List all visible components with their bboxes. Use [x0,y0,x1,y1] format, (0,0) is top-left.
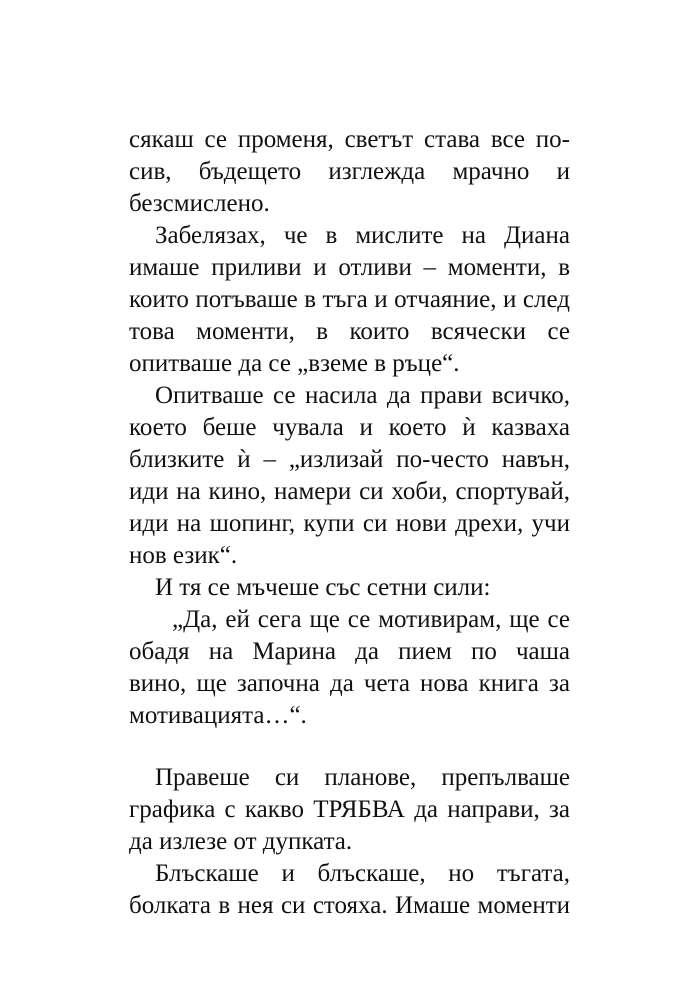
text-line: които потъваше в тъга и отчаяние, и след [129,286,570,313]
body-text [129,124,570,922]
text-line: обадя на Марина да пием по чаша [129,638,570,665]
paragraph [129,572,570,604]
text-line: „Да, ей сега ще се мотивирам, ще се [172,606,570,633]
text-line: безсмислено. [129,190,270,217]
paragraph [129,604,570,732]
text-line: сякаш се променя, светът става все по- [129,126,570,153]
text-line: имаше приливи и отливи – моменти, в [129,254,570,281]
paragraph [129,220,570,380]
text-line: И тя се мъчеше със сетни сили: [155,574,491,601]
text-line: вино, ще започна да чета нова книга за [129,670,570,697]
text-line: Опитваше се насила да прави всичко, [155,382,570,409]
text-line: сив, бъдещето изглежда мрачно и [129,158,570,185]
text-line: Правеше си планове, препълваше [155,764,570,791]
paragraph [129,762,570,858]
text-line: болката в нея си стояха. Имаше моменти [129,892,570,919]
text-line: иди на шопинг, купи си нови дрехи, учи [129,510,570,537]
text-line: Забелязах, че в мислите на Диана [155,222,570,249]
paragraph [129,124,570,220]
text-line: иди на кино, намери си хоби, спортувай, [129,478,570,505]
text-line: което беше чувала и което ѝ казваха [129,414,570,441]
text-line: нов език“. [129,542,238,569]
paragraph [129,858,570,922]
text-line: Блъскаше и блъскаше, но тъгата, [155,860,570,887]
text-line: близките ѝ – „излизай по-често навън, [129,446,570,473]
paragraph [129,380,570,572]
text-line: това моменти, в които всячески се [129,318,570,345]
text-line: мотивацията…“. [129,702,307,729]
text-line: да излезе от дупката. [129,828,353,855]
text-line: графика с какво ТРЯБВА да направи, за [129,796,570,823]
text-line: опитваше да се „вземе в ръце“. [129,350,460,377]
